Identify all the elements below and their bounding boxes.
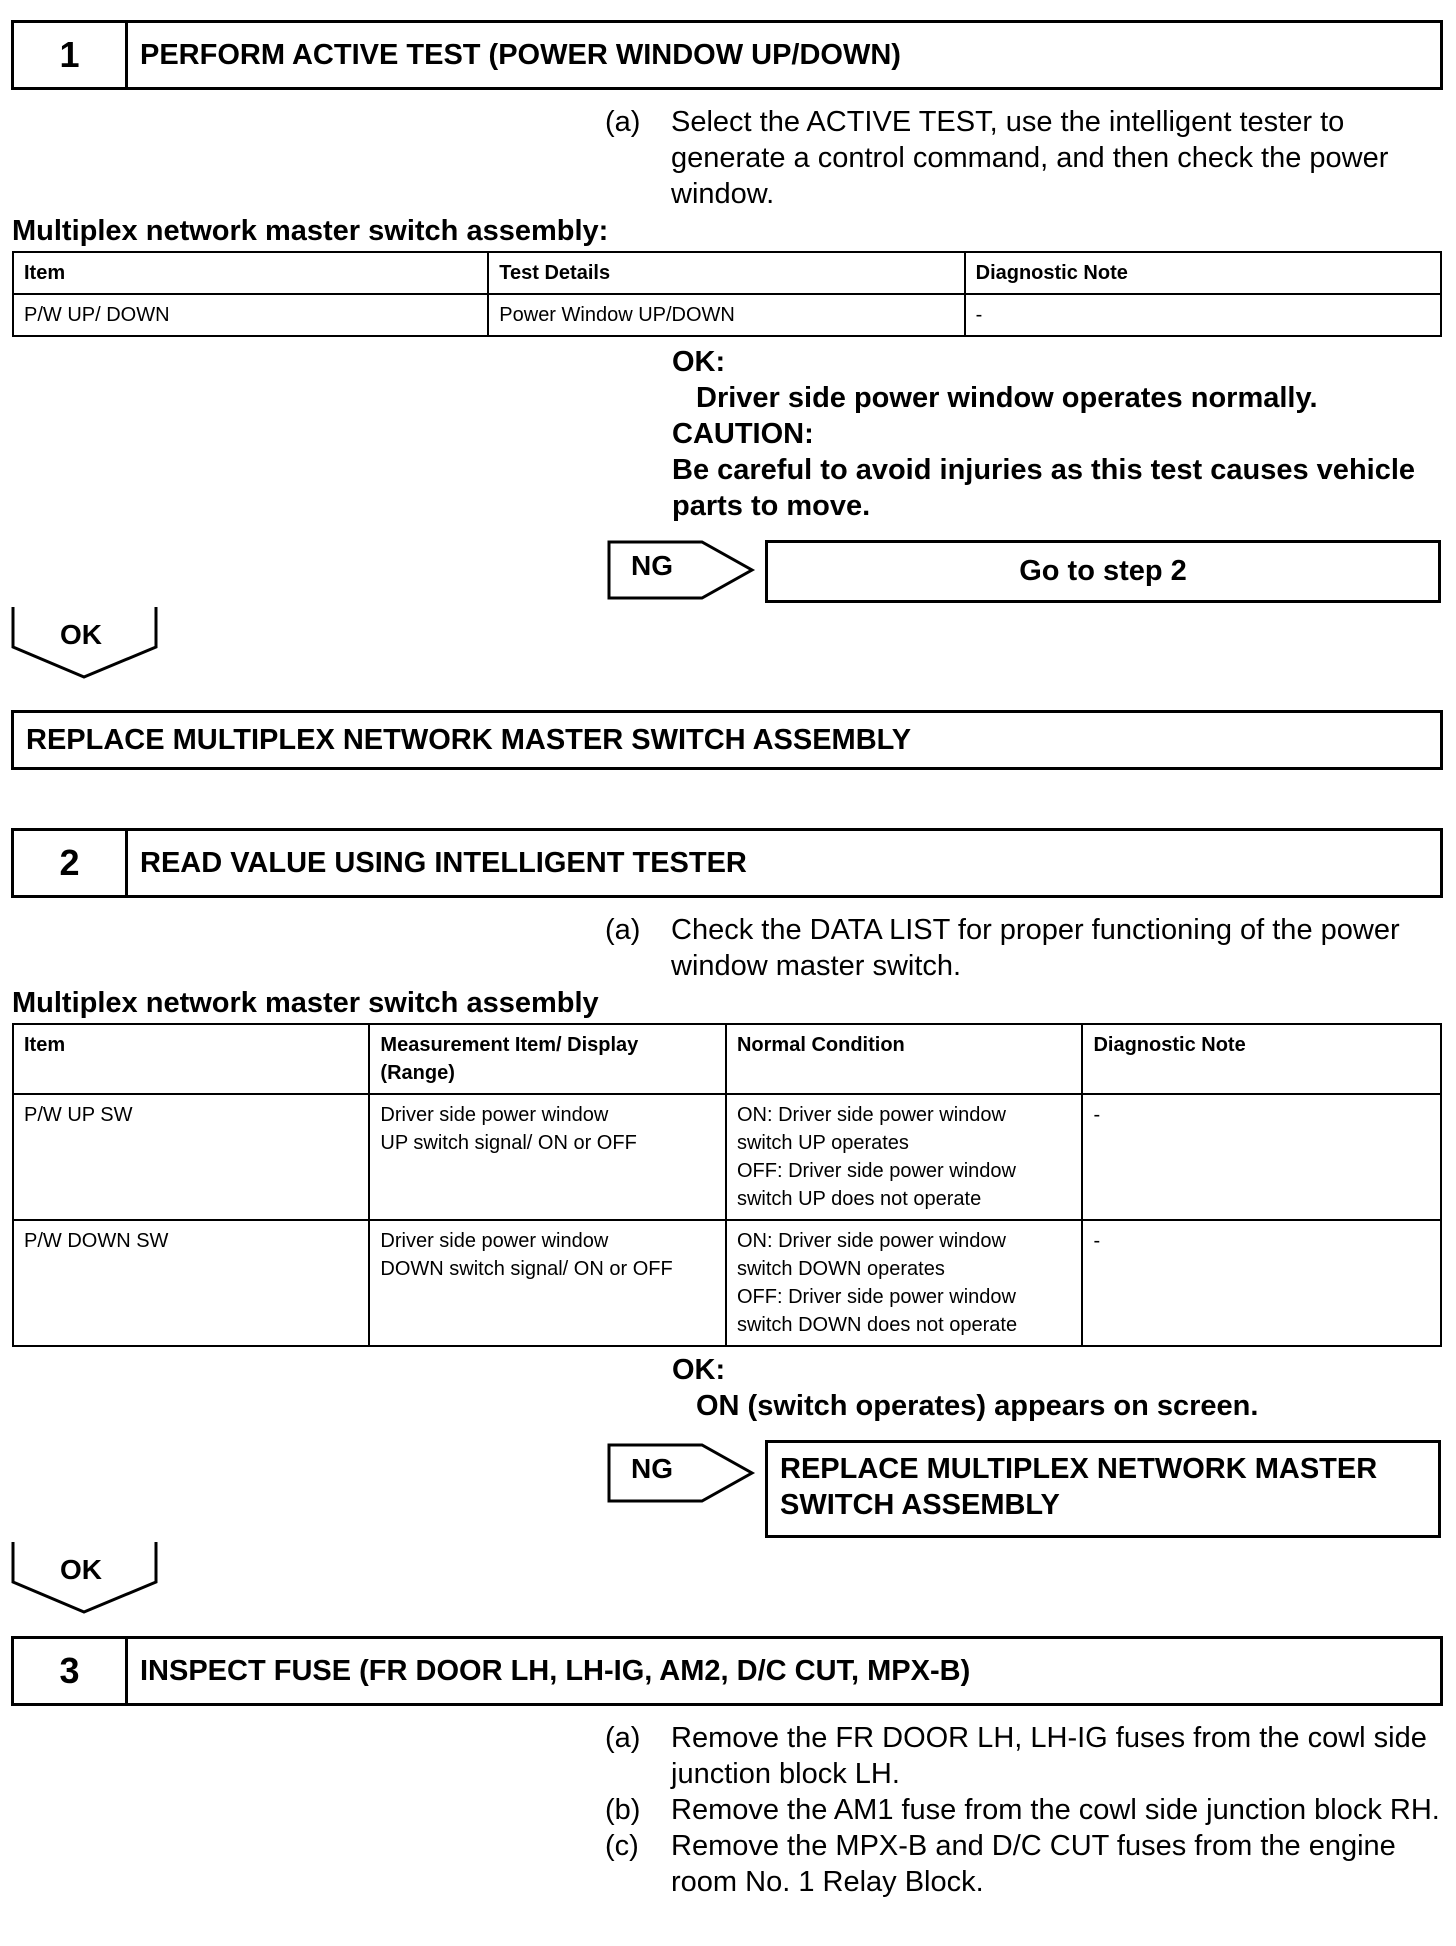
ng-target-line: REPLACE MULTIPLEX NETWORK MASTER <box>780 1453 1378 1485</box>
ok-text: Driver side power window operates normally. <box>696 382 1318 414</box>
step-number: 2 <box>14 831 128 895</box>
instruction-item <box>605 1828 1440 1900</box>
step-1-ok-criteria <box>672 344 1442 524</box>
instruction-item <box>605 1720 1440 1792</box>
ng-target-box <box>765 1440 1441 1538</box>
table-cell <box>369 1220 726 1346</box>
table-cell: P/W DOWN SW <box>13 1220 369 1346</box>
instruction-tag: (c) <box>605 1830 639 1862</box>
step-3-header <box>11 1636 1443 1706</box>
table-label: Multiplex network master switch assembly: <box>12 215 609 247</box>
table-cell: P/W UP/ DOWN <box>13 294 488 336</box>
step-title: INSPECT FUSE (FR DOOR LH, LH-IG, AM2, D/C CUT, MPX-B) <box>140 1654 971 1687</box>
table-cell: - <box>1082 1220 1441 1346</box>
cell-line: DOWN switch signal/ ON or OFF <box>380 1258 673 1280</box>
cell-line: switch DOWN does not operate <box>736 1314 1018 1336</box>
table-cell <box>726 1094 1082 1220</box>
ng-arrow <box>607 1443 757 1503</box>
instruction-text: Check the DATA LIST for proper functioning of the power window master switch. <box>671 914 1400 982</box>
step-2-ok-criteria <box>672 1352 1442 1424</box>
step-number: 1 <box>14 23 128 87</box>
cell-line: Driver side power window <box>380 1230 609 1252</box>
column-header: Test Details <box>488 252 964 294</box>
caution-text: Be careful to avoid injuries as this test causes vehicle parts to move. <box>672 454 1416 522</box>
ok-arrow <box>11 605 159 680</box>
cell-line: Driver side power window <box>380 1104 609 1126</box>
table-header-row <box>13 252 1441 294</box>
caution-label: CAUTION: <box>672 418 814 450</box>
ng-arrow <box>607 540 757 600</box>
step-3-instructions <box>605 1720 1440 1900</box>
table-row <box>13 294 1441 336</box>
step-1-header <box>11 20 1443 90</box>
step-number: 3 <box>14 1639 128 1703</box>
column-header: Item <box>13 1024 369 1094</box>
ok-label: OK: <box>672 346 726 378</box>
column-header: Item <box>13 252 488 294</box>
instruction-text: Remove the AM1 fuse from the cowl side junction block RH. <box>671 1794 1440 1826</box>
ok-label: OK: <box>672 1354 726 1386</box>
cell-line: ON: Driver side power window <box>736 1104 1006 1126</box>
ng-arrow-icon <box>607 540 757 600</box>
instruction-tag: (b) <box>605 1794 641 1826</box>
cell-line: UP switch signal/ ON or OFF <box>380 1132 637 1154</box>
instruction-item <box>605 104 1440 212</box>
table-cell: Power Window UP/DOWN <box>488 294 964 336</box>
table-label: Multiplex network master switch assembly <box>12 987 599 1019</box>
cell-line: switch DOWN operates <box>736 1258 945 1280</box>
cell-line: switch UP operates <box>736 1132 909 1154</box>
ng-label: NG <box>631 550 673 581</box>
instruction-text: Remove the MPX-B and D/C CUT fuses from the engine room No. 1 Relay Block. <box>671 1830 1396 1898</box>
table-cell: - <box>965 294 1441 336</box>
step-1-instructions <box>605 104 1440 212</box>
instruction-item <box>605 1792 1440 1828</box>
ok-arrow-label: OK <box>60 619 102 650</box>
step-title: PERFORM ACTIVE TEST (POWER WINDOW UP/DOWN) <box>140 38 901 71</box>
instruction-tag: (a) <box>605 106 641 138</box>
cell-line: OFF: Driver side power window <box>736 1286 1016 1308</box>
step-title: READ VALUE USING INTELLIGENT TESTER <box>140 846 747 879</box>
instruction-tag: (a) <box>605 1722 641 1754</box>
column-header: Diagnostic Note <box>965 252 1441 294</box>
table-cell: P/W UP SW <box>13 1094 369 1220</box>
result-box: REPLACE MULTIPLEX NETWORK MASTER SWITCH ASSEMBLY <box>11 710 1443 770</box>
ng-target-line: SWITCH ASSEMBLY <box>780 1489 1060 1521</box>
ok-arrow-label: OK <box>60 1554 102 1585</box>
table-row <box>13 1094 1441 1220</box>
column-header: Normal Condition <box>726 1024 1082 1094</box>
cell-line: ON: Driver side power window <box>736 1230 1006 1252</box>
table-header-row <box>13 1024 1441 1094</box>
instruction-tag: (a) <box>605 914 641 946</box>
active-test-table <box>12 251 1442 337</box>
cell-line: OFF: Driver side power window <box>736 1160 1016 1182</box>
step-2-header <box>11 828 1443 898</box>
ng-target-text: Go to step 2 <box>1019 555 1187 587</box>
instruction-text: Select the ACTIVE TEST, use the intelligent tester to generate a control command, and then check the power window. <box>671 106 1389 210</box>
ng-label: NG <box>631 1453 673 1484</box>
cell-line: switch UP does not operate <box>736 1188 982 1210</box>
instruction-text: Remove the FR DOOR LH, LH-IG fuses from the cowl side junction block LH. <box>671 1722 1427 1790</box>
data-list-table <box>12 1023 1442 1347</box>
table-cell: - <box>1082 1094 1441 1220</box>
table-row <box>13 1220 1441 1346</box>
instruction-item <box>605 912 1440 984</box>
column-header: Diagnostic Note <box>1082 1024 1441 1094</box>
ng-target-box <box>765 540 1441 603</box>
column-header: Measurement Item/ Display (Range) <box>369 1024 726 1094</box>
table-cell <box>726 1220 1082 1346</box>
table-cell <box>369 1094 726 1220</box>
step-2-instructions <box>605 912 1440 984</box>
ok-text: ON (switch operates) appears on screen. <box>696 1390 1259 1422</box>
ok-arrow <box>11 1540 159 1615</box>
ng-arrow-icon <box>607 1443 757 1503</box>
